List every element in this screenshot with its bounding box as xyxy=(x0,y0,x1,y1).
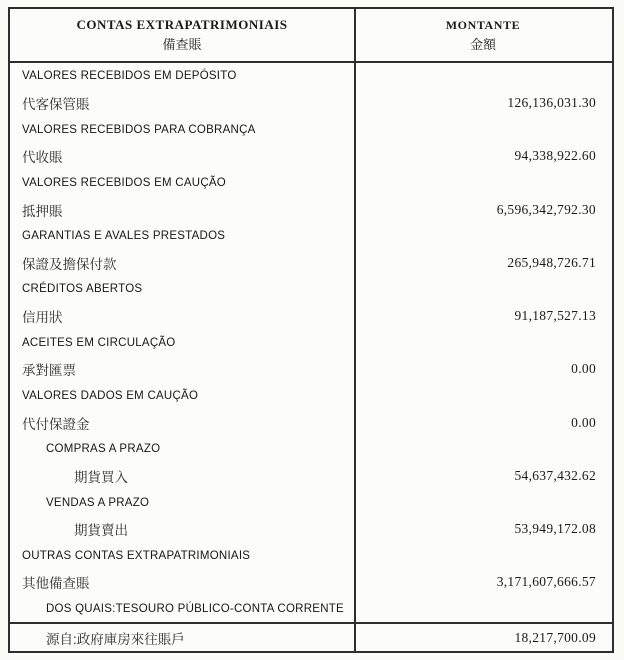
table-row xyxy=(10,383,612,410)
row-value: 91,187,527.13 xyxy=(514,308,596,324)
table-row xyxy=(10,569,612,596)
row-label: COMPRAS A PRAZO xyxy=(46,443,161,456)
table-row xyxy=(10,622,612,651)
table-row xyxy=(10,196,612,223)
header-cell-montante xyxy=(354,9,612,61)
table-row xyxy=(10,90,612,117)
table-row xyxy=(10,223,612,250)
header-cell-contas xyxy=(10,9,354,61)
table-row xyxy=(10,436,612,463)
row-label: 代付保證金 xyxy=(22,416,90,432)
row-label: 期貨買入 xyxy=(74,469,128,485)
table-row xyxy=(10,276,612,303)
row-label: ACEITES EM CIRCULAÇÃO xyxy=(22,336,176,349)
row-value: 53,949,172.08 xyxy=(514,521,596,537)
table-row xyxy=(10,303,612,330)
header-montante-zh: 金額 xyxy=(469,36,496,52)
table-row xyxy=(10,356,612,383)
table-row xyxy=(10,543,612,570)
row-value: 94,338,922.60 xyxy=(514,148,596,164)
document-table xyxy=(8,7,614,653)
header-contas-zh: 備查賬 xyxy=(162,37,202,52)
header-montante-pt: MONTANTE xyxy=(445,17,521,32)
table-body xyxy=(10,63,612,651)
table-row xyxy=(10,463,612,490)
table-row xyxy=(10,249,612,276)
row-label: 承對匯票 xyxy=(22,363,76,379)
row-label: CRÉDITOS ABERTOS xyxy=(22,283,143,296)
table-row xyxy=(10,489,612,516)
row-label: 抵押賬 xyxy=(22,203,63,219)
row-label: 保證及擔保付款 xyxy=(22,256,117,272)
table-row xyxy=(10,329,612,356)
table-row xyxy=(10,170,612,197)
row-label: 代收賬 xyxy=(22,150,63,166)
row-value: 54,637,432.62 xyxy=(514,467,596,483)
row-label: OUTRAS CONTAS EXTRAPATRIMONIAIS xyxy=(22,549,251,562)
table-row xyxy=(10,409,612,436)
table-row xyxy=(10,516,612,543)
table-row xyxy=(10,116,612,143)
row-label: DOS QUAIS:TESOURO PÚBLICO-CONTA CORRENTE xyxy=(46,603,344,616)
header-contas-pt: CONTAS EXTRAPATRIMONIAIS xyxy=(76,17,288,32)
table-header xyxy=(10,9,612,63)
row-label: VENDAS A PRAZO xyxy=(46,496,150,509)
row-label: VALORES RECEBIDOS PARA COBRANÇA xyxy=(22,123,256,136)
row-value: 126,136,031.30 xyxy=(507,94,596,110)
row-label: 源自:政府庫房來往賬戶 xyxy=(46,631,185,647)
row-value: 3,171,607,666.57 xyxy=(496,574,596,590)
row-label: 其他備查賬 xyxy=(22,576,90,592)
row-label: 代客保管賬 xyxy=(22,96,90,112)
table-row xyxy=(10,143,612,170)
column-divider xyxy=(354,9,356,651)
row-value: 0.00 xyxy=(571,361,596,377)
row-value: 6,596,342,792.30 xyxy=(496,201,596,217)
row-label: 期貨賣出 xyxy=(74,523,128,539)
table-row xyxy=(10,596,612,623)
row-label: VALORES RECEBIDOS EM DEPÓSITO xyxy=(22,70,237,83)
row-label: 信用狀 xyxy=(22,310,63,326)
row-label: VALORES RECEBIDOS EM CAUÇÃO xyxy=(22,176,226,189)
row-value: 18,217,700.09 xyxy=(514,629,596,645)
row-label: VALORES DADOS EM CAUÇÃO xyxy=(22,390,199,402)
row-value: 265,948,726.71 xyxy=(507,254,596,270)
row-value: 0.00 xyxy=(571,414,596,430)
row-label: GARANTIAS E AVALES PRESTADOS xyxy=(22,230,226,243)
table-row xyxy=(10,63,612,90)
